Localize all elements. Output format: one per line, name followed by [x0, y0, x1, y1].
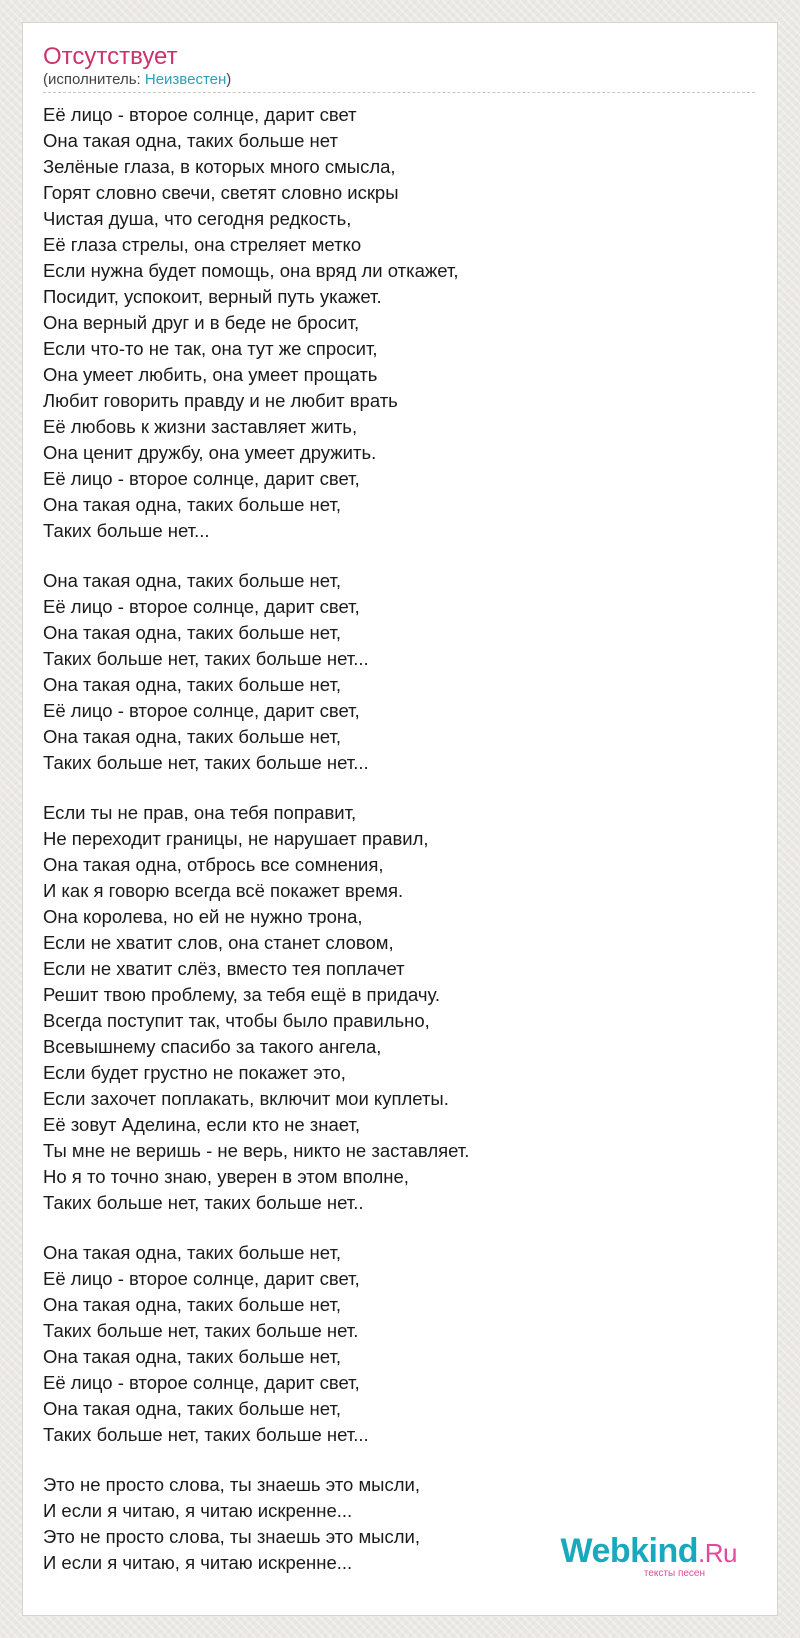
logo-tld: .Ru [698, 1538, 737, 1568]
lyric-line: Это не просто слова, ты знаешь это мысли, [43, 1474, 420, 1495]
lyric-line: Она такая одна, таких больше нет, [43, 1294, 342, 1315]
lyric-line: И если я читаю, я читаю искренне... [43, 1500, 353, 1521]
lyric-line: Всегда поступит так, чтобы было правильно, [43, 1010, 430, 1031]
lyrics-card [22, 22, 778, 1616]
lyric-line: Если не хватит слов, она станет словом, [43, 932, 394, 953]
lyric-line: Она верный друг и в беде не бросит, [43, 312, 360, 333]
lyrics-text [43, 102, 743, 1576]
lyric-line: Таких больше нет, таких больше нет.. [43, 1192, 364, 1213]
lyric-line: Чистая душа, что сегодня редкость, [43, 208, 352, 229]
lyric-line: Её лицо - второе солнце, дарит свет, [43, 700, 360, 721]
song-title: Отсутствует [43, 43, 178, 70]
lyric-line: Она такая одна, таких больше нет [43, 130, 338, 151]
lyric-line: Её лицо - второе солнце, дарит свет, [43, 596, 360, 617]
stanza-gap [43, 544, 743, 568]
lyric-line: Она такая одна, отбрось все сомнения, [43, 854, 384, 875]
lyric-line: Если нужна будет помощь, она вряд ли откажет, [43, 260, 459, 281]
webkind-logo[interactable] [560, 1534, 737, 1579]
logo-wordmark [560, 1534, 737, 1570]
lyric-line: Если что-то не так, она тут же спросит, [43, 338, 378, 359]
lyric-line: Таких больше нет, таких больше нет... [43, 648, 369, 669]
lyric-line: Она королева, но ей не нужно трона, [43, 906, 363, 927]
lyric-line: Не переходит границы, не нарушает правил, [43, 828, 429, 849]
lyric-line: Её лицо - второе солнце, дарит свет, [43, 1268, 360, 1289]
logo-tagline: тексты песен [643, 1568, 705, 1579]
lyric-line: Она ценит дружбу, она умеет дружить. [43, 442, 377, 463]
lyric-line: Таких больше нет... [43, 520, 210, 541]
artist-link[interactable]: Неизвестен [144, 71, 227, 88]
lyric-line: Любит говорить правду и не любит врать [43, 390, 398, 411]
stanza-gap [43, 776, 743, 800]
lyric-line: Таких больше нет, таких больше нет... [43, 1424, 369, 1445]
lyric-line: Посидит, успокоит, верный путь укажет. [43, 286, 382, 307]
lyric-line: Её любовь к жизни заставляет жить, [43, 416, 358, 437]
logo-brand: Webkind [560, 1532, 699, 1570]
lyric-line: Она такая одна, таких больше нет, [43, 726, 342, 747]
lyric-line: Таких больше нет, таких больше нет. [43, 1320, 359, 1341]
lyric-line: Её лицо - второе солнце, дарит свет, [43, 1372, 360, 1393]
lyric-line: Её лицо - второе солнце, дарит свет [43, 104, 357, 125]
lyric-line: Если не хватит слёз, вместо тея поплачет [43, 958, 405, 979]
lyric-line: Она такая одна, таких больше нет, [43, 622, 342, 643]
lyric-line: Она такая одна, таких больше нет, [43, 1398, 342, 1419]
lyric-line: Горят словно свечи, светят словно искры [43, 182, 399, 203]
artist-line [43, 71, 231, 89]
stanza-gap [43, 1216, 743, 1240]
lyric-line: Если захочет поплакать, включит мои куплеты. [43, 1088, 449, 1109]
lyric-line: Если ты не прав, она тебя поправит, [43, 802, 357, 823]
lyric-line: Она такая одна, таких больше нет, [43, 494, 342, 515]
lyric-line: Она такая одна, таких больше нет, [43, 1242, 342, 1263]
lyric-line: Зелёные глаза, в которых много смысла, [43, 156, 396, 177]
lyric-line: Но я то точно знаю, уверен в этом вполне, [43, 1166, 409, 1187]
lyric-line: Это не просто слова, ты знаешь это мысли, [43, 1526, 420, 1547]
artist-prefix: (исполнитель: [43, 71, 145, 88]
lyric-line: Решит твою проблему, за тебя ещё в придачу. [43, 984, 441, 1005]
lyric-line: Её лицо - второе солнце, дарит свет, [43, 468, 360, 489]
lyric-line: Она умеет любить, она умеет прощать [43, 364, 378, 385]
lyric-line: Ты мне не веришь - не верь, никто не заставляет. [43, 1140, 470, 1161]
title-divider [43, 92, 755, 93]
lyric-line: И если я читаю, я читаю искренне... [43, 1552, 353, 1573]
lyric-line: Она такая одна, таких больше нет, [43, 570, 342, 591]
lyric-line: Таких больше нет, таких больше нет... [43, 752, 369, 773]
lyric-line: Она такая одна, таких больше нет, [43, 674, 342, 695]
lyric-line: Всевышнему спасибо за такого ангела, [43, 1036, 382, 1057]
lyric-line: Её зовут Аделина, если кто не знает, [43, 1114, 361, 1135]
artist-suffix: ) [226, 71, 232, 88]
lyric-line: Она такая одна, таких больше нет, [43, 1346, 342, 1367]
lyric-line: Если будет грустно не покажет это, [43, 1062, 346, 1083]
lyric-line: И как я говорю всегда всё покажет время. [43, 880, 404, 901]
stanza-gap [43, 1448, 743, 1472]
lyric-line: Её глаза стрелы, она стреляет метко [43, 234, 362, 255]
